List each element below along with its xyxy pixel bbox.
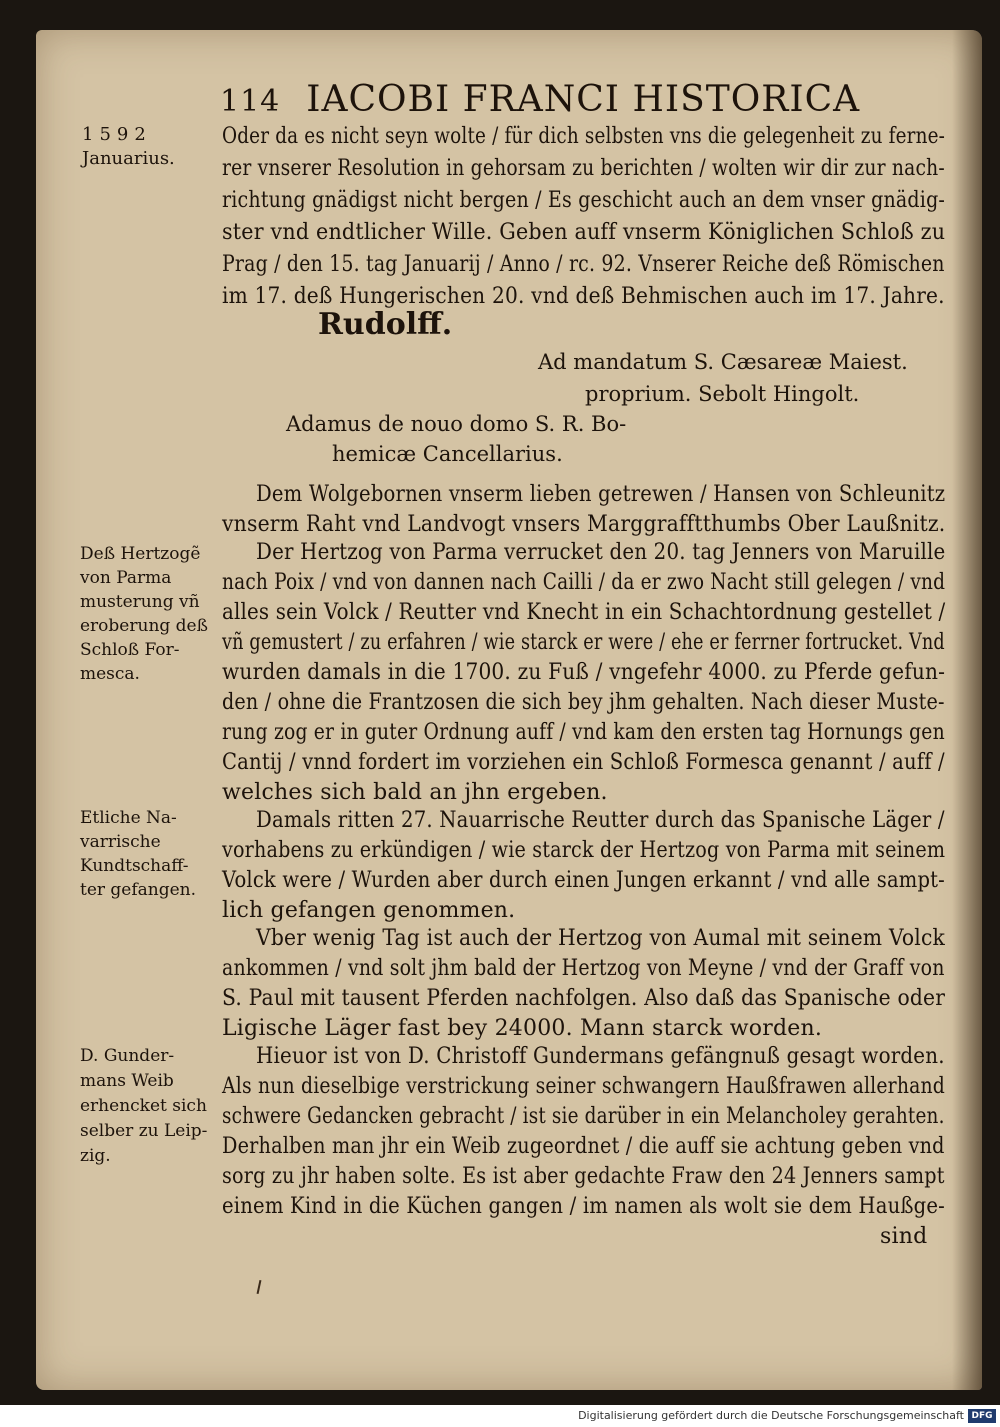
text-line: ankommen / vnd solt jhm bald der Hertzog von Meyne / vnd der Graff von [222, 956, 945, 981]
margin-note-line: mans Weib [80, 1071, 174, 1091]
text-line: Prag / den 15. tag Januarij / Anno / rc. 92. Vnserer Reiche deß Römischen [222, 252, 945, 277]
margin-note-line: erhencket sich [80, 1096, 207, 1116]
address-line: vnserm Raht vnd Landvogt vnsers Marggrafftthumbs Ober Laußnitz. [222, 512, 946, 537]
digitization-footer [0, 1405, 1000, 1427]
text-line: nach Poix / vnd von dannen nach Cailli / da er zwo Nacht still gelegen / vnd [222, 570, 946, 595]
text-line: welches sich bald an jhn ergeben. [222, 780, 608, 805]
text-line: Vber wenig Tag ist auch der Hertzog von Aumal mit seinem Volck [256, 926, 946, 951]
mandate-line: Ad mandatum S. Cæsareæ Maiest. [538, 350, 908, 374]
text-line: rer vnserer Resolution in gehorsam zu berichten / wolten wir dir zur nach- [222, 156, 945, 181]
margin-note-line: Deß Hertzogẽ [80, 544, 201, 564]
text-line: lich gefangen genommen. [222, 898, 516, 923]
text-line: einem Kind in die Küchen gangen / im namen als wolt sie dem Haußge- [222, 1194, 945, 1219]
page-number: 114 [220, 84, 281, 119]
margin-note-line: Etliche Na- [80, 808, 177, 828]
text-line: wurden damals in die 1700. zu Fuß / vngefehr 4000. zu Pferde gefun- [222, 660, 946, 685]
margin-note-line: D. Gunder- [80, 1046, 175, 1066]
margin-note-line: Kundtschaff- [80, 856, 189, 876]
margin-note-line: selber zu Leip- [80, 1121, 208, 1141]
dfg-logo: DFG [968, 1409, 996, 1423]
text-line: Volck were / Wurden aber durch einen Jungen erkannt / vnd alle sampt- [222, 868, 945, 893]
text-line: Als nun dieselbige verstrickung seiner schwangern Haußfrawen allerhand [222, 1074, 946, 1099]
header-title: IACOBI FRANCI HISTORICA [306, 79, 861, 120]
mandate-line: proprium. Sebolt Hingolt. [585, 382, 860, 406]
margin-note-line: Schloß For- [80, 640, 180, 660]
text-line: Ligische Läger fast bey 24000. Mann starck worden. [222, 1016, 823, 1041]
page-gutter-shadow [952, 30, 982, 1390]
text-line: den / ohne die Frantzosen die sich bey jhm gehalten. Nach dieser Muste- [222, 690, 945, 715]
text-line: sorg zu jhr haben solte. Es ist aber gedachte Fraw den 24 Jenners sampt [222, 1164, 945, 1189]
text-line: Hieuor ist von D. Christoff Gundermans gefängnuß gesagt worden. [256, 1044, 945, 1069]
margin-note-line: zig. [80, 1146, 111, 1166]
running-header [220, 79, 861, 120]
signature-rudolff: Rudolff. [318, 307, 453, 342]
text-line: vorhabens zu erkündigen / wie starck der Hertzog von Parma mit seinem [222, 838, 946, 863]
text-line: Damals ritten 27. Nauarrische Reutter durch das Spanische Läger / [256, 808, 945, 833]
margin-note-line: von Parma [80, 568, 172, 588]
margin-note-line: mesca. [80, 664, 140, 684]
text-line: Der Hertzog von Parma verrucket den 20. tag Jenners von Maruille [256, 540, 946, 565]
text-line: schwere Gedancken gebracht / ist sie darüber in ein Melancholey gerahten. [222, 1104, 945, 1129]
margin-month: Januarius. [82, 148, 175, 169]
text-line: Oder da es nicht seyn wolte / für dich selbsten vns die gelegenheit zu ferne- [222, 124, 946, 149]
margin-note-line: eroberung deß [80, 616, 208, 636]
text-line: richtung gnädigst nicht bergen / Es geschicht auch an dem vnser gnädig- [222, 188, 946, 213]
text-line: alles sein Volck / Reutter vnd Knecht in ein Schachtordnung gestellet / [222, 600, 946, 625]
catchword: sind [880, 1224, 928, 1249]
margin-note-line: ter gefangen. [80, 880, 197, 900]
text-line: rung zog er in guter Ordnung auff / vnd kam den ersten tag Hornungs gen [222, 720, 945, 745]
address-line: Dem Wolgebornen vnserm lieben getrewen / Hansen von Schleunitz [256, 482, 946, 507]
text-line: S. Paul mit tausent Pferden nachfolgen. Also daß das Spanische oder [222, 986, 946, 1011]
chancellor-line: hemicæ Cancellarius. [332, 442, 563, 466]
margin-note-line: musterung vñ [80, 592, 200, 612]
footer-credit: Digitalisierung gefördert durch die Deutsche Forschungsgemeinschaft [578, 1409, 964, 1422]
text-line: im 17. deß Hungerischen 20. vnd deß Behmischen auch im 17. Jahre. [222, 284, 945, 309]
margin-note-line: varrische [80, 832, 161, 852]
text-line: vñ gemustert / zu erfahren / wie starck er were / ehe er ferrner fortrucket. Vnd [222, 630, 945, 655]
margin-year: 1592 [82, 124, 152, 145]
chancellor-line: Adamus de nouo domo S. R. Bo- [286, 412, 627, 436]
text-line: Derhalben man jhr ein Weib zugeordnet / die auff sie achtung geben vnd [222, 1134, 945, 1159]
text-line: Cantij / vnnd fordert im vorziehen ein Schloß Formesca genannt / auff / [222, 750, 945, 775]
text-line: ster vnd endtlicher Wille. Geben auff vnserm Königlichen Schloß zu [222, 220, 946, 245]
